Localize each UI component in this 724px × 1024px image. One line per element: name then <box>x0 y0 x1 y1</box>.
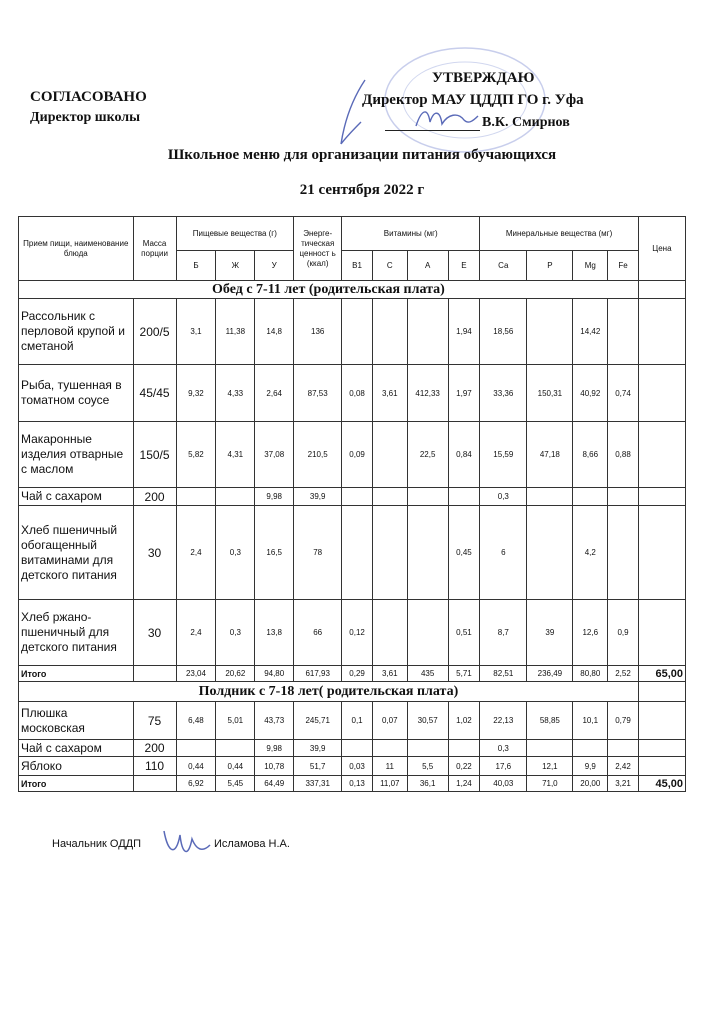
approve-title: УТВЕРЖДАЮ <box>432 70 535 86</box>
price-cell <box>638 299 685 365</box>
value-cell: 87,53 <box>294 365 342 422</box>
value-cell: 3,61 <box>372 365 407 422</box>
table-row <box>19 600 686 666</box>
value-cell <box>407 506 448 600</box>
value-cell: 0,9 <box>608 600 639 666</box>
table-row <box>19 488 686 506</box>
value-cell: 0,3 <box>216 506 255 600</box>
header-mg: Mg <box>573 251 608 281</box>
header-mass: Масса порции <box>133 217 176 281</box>
total-value-cell: 1,24 <box>448 776 480 792</box>
table-row <box>19 702 686 740</box>
dish-mass: 150/5 <box>133 422 176 488</box>
table-row <box>19 506 686 600</box>
value-cell <box>608 740 639 757</box>
total-value-cell: 3,21 <box>608 776 639 792</box>
value-cell <box>372 488 407 506</box>
value-cell <box>176 740 216 757</box>
value-cell: 0,79 <box>608 702 639 740</box>
value-cell: 412,33 <box>407 365 448 422</box>
total-label: Итого <box>19 666 134 682</box>
value-cell: 0,08 <box>342 365 373 422</box>
dish-name: Плюшка московская <box>19 702 134 740</box>
dish-name: Чай с сахаром <box>19 740 134 757</box>
value-cell: 9,9 <box>573 757 608 776</box>
total-price: 65,00 <box>638 666 685 682</box>
total-value-cell: 0,29 <box>342 666 373 682</box>
agreed-title: СОГЛАСОВАНО <box>30 89 147 105</box>
price-cell <box>638 757 685 776</box>
total-mass-cell <box>133 666 176 682</box>
value-cell: 22,5 <box>407 422 448 488</box>
value-cell: 18,56 <box>480 299 527 365</box>
header-minerals: Минеральные вещества (мг) <box>480 217 639 251</box>
value-cell <box>608 488 639 506</box>
total-value-cell: 64,49 <box>255 776 294 792</box>
value-cell: 0,03 <box>342 757 373 776</box>
value-cell: 1,97 <box>448 365 480 422</box>
value-cell: 5,82 <box>176 422 216 488</box>
value-cell: 22,13 <box>480 702 527 740</box>
value-cell: 136 <box>294 299 342 365</box>
value-cell: 4,33 <box>216 365 255 422</box>
value-cell <box>407 299 448 365</box>
value-cell: 10,78 <box>255 757 294 776</box>
value-cell <box>448 488 480 506</box>
dish-name: Хлеб пшеничный обогащенный витаминами для детского питания <box>19 506 134 600</box>
table-row <box>19 365 686 422</box>
value-cell <box>448 740 480 757</box>
value-cell: 37,08 <box>255 422 294 488</box>
total-value-cell: 617,93 <box>294 666 342 682</box>
header-c: С <box>372 251 407 281</box>
dish-mass: 110 <box>133 757 176 776</box>
value-cell: 4,2 <box>573 506 608 600</box>
value-cell <box>527 740 573 757</box>
agreed-subtitle: Директор школы <box>30 110 141 125</box>
total-value-cell: 2,52 <box>608 666 639 682</box>
total-value-cell: 5,71 <box>448 666 480 682</box>
signature-icon <box>335 78 375 148</box>
footer-role: Начальник ОДДП <box>52 838 142 850</box>
value-cell: 2,42 <box>608 757 639 776</box>
value-cell: 0,12 <box>342 600 373 666</box>
total-label: Итого <box>19 776 134 792</box>
value-cell: 66 <box>294 600 342 666</box>
total-value-cell: 5,45 <box>216 776 255 792</box>
value-cell <box>372 422 407 488</box>
value-cell: 14,42 <box>573 299 608 365</box>
header-a: А <box>407 251 448 281</box>
value-cell <box>372 506 407 600</box>
total-row <box>19 776 686 792</box>
total-value-cell: 94,80 <box>255 666 294 682</box>
header-vitamins: Витамины (мг) <box>342 217 480 251</box>
dish-mass: 75 <box>133 702 176 740</box>
value-cell: 4,31 <box>216 422 255 488</box>
dish-mass: 45/45 <box>133 365 176 422</box>
approve-subtitle: Директор МАУ ЦДДП ГО г. Уфа <box>362 92 584 108</box>
signature-line <box>385 130 480 131</box>
total-value-cell: 6,92 <box>176 776 216 792</box>
value-cell: 12,1 <box>527 757 573 776</box>
document-title: Школьное меню для организации питания обучающихся <box>167 147 557 163</box>
price-cell <box>638 422 685 488</box>
value-cell: 11 <box>372 757 407 776</box>
approver-name: В.К. Смирнов <box>482 115 570 130</box>
value-cell: 150,31 <box>527 365 573 422</box>
header-u: У <box>255 251 294 281</box>
value-cell: 3,1 <box>176 299 216 365</box>
value-cell: 12,6 <box>573 600 608 666</box>
header-price: Цена <box>638 217 685 281</box>
value-cell: 0,84 <box>448 422 480 488</box>
dish-name: Яблоко <box>19 757 134 776</box>
total-value-cell: 36,1 <box>407 776 448 792</box>
value-cell <box>527 299 573 365</box>
value-cell: 2,4 <box>176 506 216 600</box>
value-cell: 30,57 <box>407 702 448 740</box>
value-cell <box>608 299 639 365</box>
value-cell: 5,01 <box>216 702 255 740</box>
value-cell: 17,6 <box>480 757 527 776</box>
total-value-cell: 71,0 <box>527 776 573 792</box>
header-ca: Са <box>480 251 527 281</box>
value-cell: 9,32 <box>176 365 216 422</box>
price-cell <box>638 506 685 600</box>
value-cell <box>342 740 373 757</box>
total-value-cell: 0,13 <box>342 776 373 792</box>
value-cell <box>407 600 448 666</box>
value-cell <box>342 506 373 600</box>
value-cell: 0,44 <box>216 757 255 776</box>
value-cell <box>527 506 573 600</box>
value-cell: 13,8 <box>255 600 294 666</box>
value-cell <box>407 488 448 506</box>
total-value-cell: 3,61 <box>372 666 407 682</box>
dish-mass: 200 <box>133 488 176 506</box>
price-cell <box>638 600 685 666</box>
price-cell <box>638 488 685 506</box>
value-cell: 6 <box>480 506 527 600</box>
value-cell: 8,7 <box>480 600 527 666</box>
value-cell: 78 <box>294 506 342 600</box>
header-b1: В1 <box>342 251 373 281</box>
header-zh: Ж <box>216 251 255 281</box>
menu-table <box>18 216 686 792</box>
value-cell: 9,98 <box>255 740 294 757</box>
dish-mass: 30 <box>133 600 176 666</box>
value-cell: 2,64 <box>255 365 294 422</box>
header-e: Е <box>448 251 480 281</box>
value-cell: 39,9 <box>294 740 342 757</box>
dish-name: Рассольник с перловой крупой и сметаной <box>19 299 134 365</box>
value-cell: 40,92 <box>573 365 608 422</box>
value-cell: 1,02 <box>448 702 480 740</box>
value-cell: 245,71 <box>294 702 342 740</box>
value-cell <box>176 488 216 506</box>
value-cell <box>342 488 373 506</box>
value-cell: 2,4 <box>176 600 216 666</box>
value-cell <box>573 740 608 757</box>
total-value-cell: 40,03 <box>480 776 527 792</box>
value-cell: 9,98 <box>255 488 294 506</box>
price-cell <box>638 365 685 422</box>
value-cell: 0,22 <box>448 757 480 776</box>
footer-name: Исламова Н.А. <box>214 838 290 850</box>
value-cell: 39 <box>527 600 573 666</box>
table-row <box>19 422 686 488</box>
header-nutrients: Пищевые вещества (г) <box>176 217 294 251</box>
value-cell <box>216 740 255 757</box>
value-cell <box>527 488 573 506</box>
table-row <box>19 757 686 776</box>
section-title-lunch: Обед с 7-11 лет (родительская плата) <box>19 281 639 299</box>
value-cell: 11,38 <box>216 299 255 365</box>
value-cell <box>407 740 448 757</box>
value-cell: 47,18 <box>527 422 573 488</box>
total-value-cell: 11,07 <box>372 776 407 792</box>
value-cell: 0,3 <box>216 600 255 666</box>
value-cell: 10,1 <box>573 702 608 740</box>
price-cell <box>638 740 685 757</box>
value-cell: 0,07 <box>372 702 407 740</box>
value-cell <box>216 488 255 506</box>
value-cell: 0,45 <box>448 506 480 600</box>
value-cell <box>372 740 407 757</box>
value-cell: 33,36 <box>480 365 527 422</box>
table-row <box>19 740 686 757</box>
value-cell: 6,48 <box>176 702 216 740</box>
header-b: Б <box>176 251 216 281</box>
value-cell <box>608 506 639 600</box>
value-cell <box>573 488 608 506</box>
value-cell: 0,1 <box>342 702 373 740</box>
total-value-cell: 337,31 <box>294 776 342 792</box>
value-cell: 210,5 <box>294 422 342 488</box>
total-row <box>19 666 686 682</box>
value-cell: 16,5 <box>255 506 294 600</box>
value-cell: 39,9 <box>294 488 342 506</box>
total-value-cell: 435 <box>407 666 448 682</box>
total-value-cell: 23,04 <box>176 666 216 682</box>
value-cell: 51,7 <box>294 757 342 776</box>
header-meal: Прием пищи, наименование блюда <box>19 217 134 281</box>
dish-mass: 200/5 <box>133 299 176 365</box>
dish-name: Рыба, тушенная в томатном соусе <box>19 365 134 422</box>
value-cell: 0,74 <box>608 365 639 422</box>
total-value-cell: 20,00 <box>573 776 608 792</box>
dish-name: Макаронные изделия отварные с маслом <box>19 422 134 488</box>
dish-mass: 200 <box>133 740 176 757</box>
dish-name: Чай с сахаром <box>19 488 134 506</box>
total-price: 45,00 <box>638 776 685 792</box>
dish-mass: 30 <box>133 506 176 600</box>
price-cell <box>638 702 685 740</box>
value-cell: 43,73 <box>255 702 294 740</box>
value-cell: 0,51 <box>448 600 480 666</box>
value-cell: 1,94 <box>448 299 480 365</box>
value-cell <box>372 600 407 666</box>
value-cell: 0,44 <box>176 757 216 776</box>
value-cell: 14,8 <box>255 299 294 365</box>
header-p: Р <box>527 251 573 281</box>
dish-name: Хлеб ржано-пшеничный для детского питания <box>19 600 134 666</box>
signature-icon <box>158 823 214 865</box>
value-cell: 0,3 <box>480 740 527 757</box>
value-cell <box>372 299 407 365</box>
value-cell: 5,5 <box>407 757 448 776</box>
total-value-cell: 20,62 <box>216 666 255 682</box>
total-mass-cell <box>133 776 176 792</box>
value-cell: 0,88 <box>608 422 639 488</box>
value-cell: 0,3 <box>480 488 527 506</box>
total-value-cell: 236,49 <box>527 666 573 682</box>
value-cell <box>342 299 373 365</box>
value-cell: 8,66 <box>573 422 608 488</box>
header-energy: Энерге-тическая ценност ь (ккал) <box>294 217 342 281</box>
table-row <box>19 299 686 365</box>
header-fe: Fe <box>608 251 639 281</box>
value-cell: 0,09 <box>342 422 373 488</box>
document-date: 21 сентября 2022 г <box>299 182 425 198</box>
table-cell <box>638 682 685 702</box>
section-row <box>19 682 686 702</box>
total-value-cell: 82,51 <box>480 666 527 682</box>
value-cell: 58,85 <box>527 702 573 740</box>
value-cell: 15,59 <box>480 422 527 488</box>
section-title-snack: Полдник с 7-18 лет( родительская плата) <box>19 682 639 702</box>
total-value-cell: 80,80 <box>573 666 608 682</box>
section-row-lunch <box>19 281 686 299</box>
table-header-row <box>19 217 686 251</box>
